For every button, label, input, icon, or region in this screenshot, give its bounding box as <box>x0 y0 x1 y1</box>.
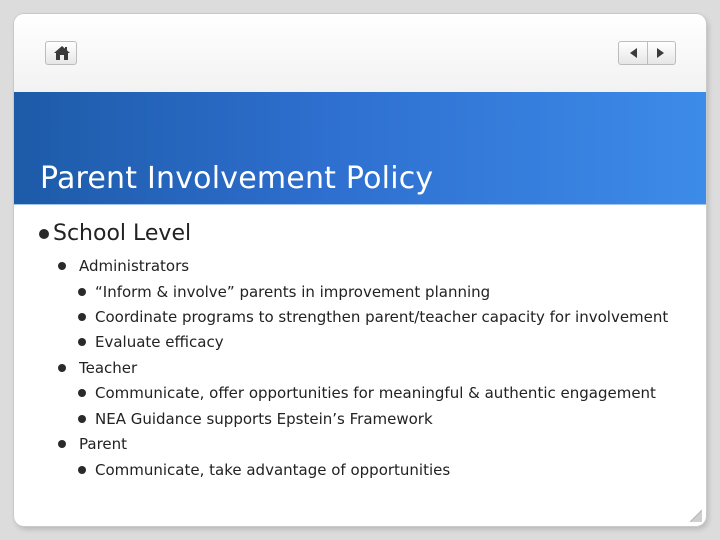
list-item <box>78 384 656 402</box>
bullet-icon <box>78 313 86 321</box>
bullet-icon <box>39 229 49 239</box>
list-item-label: Communicate, offer opportunities for meaningful & authentic engagement <box>95 384 656 402</box>
list-item <box>39 221 191 246</box>
slide-toolbar <box>14 14 706 92</box>
left-arrow-icon <box>628 47 638 59</box>
list-item-label: Coordinate programs to strengthen parent/teacher capacity for involvement <box>95 308 669 326</box>
right-arrow-icon <box>656 47 666 59</box>
list-item <box>58 435 127 453</box>
page-curl-icon <box>688 508 702 522</box>
list-item-label: Communicate, take advantage of opportunities <box>95 461 451 479</box>
list-item <box>78 283 490 301</box>
bullet-icon <box>78 389 86 397</box>
list-item-label: School Level <box>53 221 192 246</box>
slide-title: Parent Involvement Policy <box>40 161 434 196</box>
list-item-label: Parent <box>79 435 128 453</box>
bullet-icon <box>78 338 86 346</box>
bullet-icon <box>58 364 66 372</box>
list-item <box>78 410 433 428</box>
list-item <box>58 359 137 377</box>
home-icon <box>53 45 71 61</box>
slide-navigation <box>618 41 676 65</box>
list-item-label: Administrators <box>79 257 190 275</box>
previous-slide-button[interactable] <box>619 42 647 64</box>
bullet-icon <box>78 466 86 474</box>
bullet-icon <box>58 440 66 448</box>
list-item-label: NEA Guidance supports Epstein’s Framework <box>95 410 433 428</box>
list-item-label: Teacher <box>79 359 138 377</box>
list-item <box>78 333 224 351</box>
home-button[interactable] <box>45 41 77 65</box>
bullet-icon <box>58 262 66 270</box>
list-item-label: Evaluate efficacy <box>95 333 224 351</box>
list-item-label: “Inform & involve” parents in improvement planning <box>95 283 491 301</box>
next-slide-button[interactable] <box>647 42 676 64</box>
list-item <box>78 461 450 479</box>
list-item <box>58 257 189 275</box>
slide <box>14 14 706 526</box>
bullet-icon <box>78 415 86 423</box>
bullet-icon <box>78 288 86 296</box>
list-item <box>78 308 668 326</box>
